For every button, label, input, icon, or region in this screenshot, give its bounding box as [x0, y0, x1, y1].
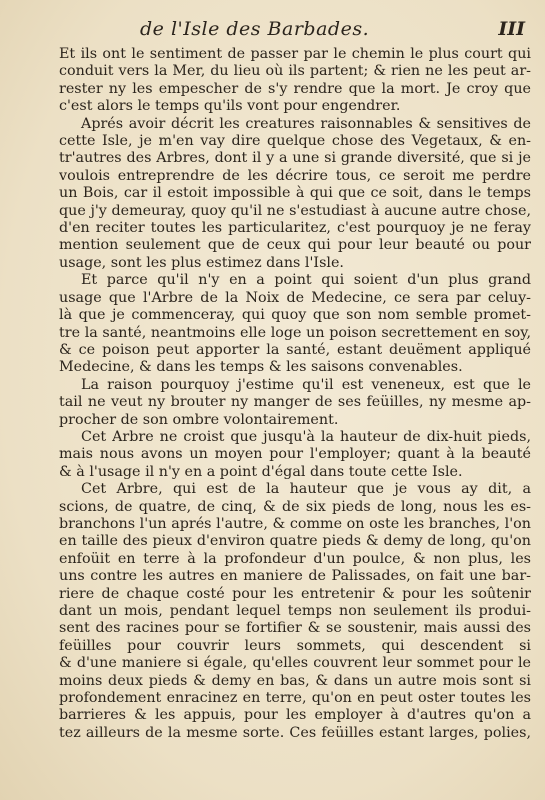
text-line: enfoüit en terre à la profondeur d'un poulce, & non plus, les [59, 550, 531, 567]
text-line: d'en reciter toutes les particularitez, c'est pourquoy je ne feray [59, 220, 531, 237]
text-line: Cet Arbre ne croist que jusqu'à la hauteur de dix-huit pieds, [81, 428, 531, 445]
text-line: moins deux pieds & demy en bas, & dans un autre mois sont si [59, 672, 531, 689]
text-line: dant un mois, pendant lequel temps non seulement ils produi- [59, 603, 531, 619]
text-line: Et parce qu'il n'y en a point qui soient d'un plus grand [81, 272, 531, 289]
text-line: procher de son ombre volontairement. [59, 411, 339, 428]
text-line: feüilles pour couvrir leurs sommets, qui descendent si [59, 637, 531, 654]
text-line: Medecine, & dans les temps & les saisons convenables. [59, 359, 463, 376]
text-line: & d'une maniere si égale, qu'elles couvrent leur sommet pour le [59, 655, 531, 672]
text-line: Cet Arbre, qui est de la hauteur que je vous ay dit, a [81, 481, 531, 498]
text-line: en taille des pieux d'environ quatre pieds & demy de long, qu'on [59, 533, 531, 550]
text-line: usage, sont les plus estimez dans l'Isle. [59, 254, 344, 271]
text-line: Aprés avoir décrit les creatures raisonnables & sensitives de [81, 115, 531, 132]
text-line: sent des racines pour se fortifier & se soustenir, mais aussi des [59, 620, 531, 637]
text-line: rester ny les empescher de s'y rendre que la mort. Je croy que [59, 80, 531, 97]
page-header [60, 18, 525, 44]
text-line: scions, de quatre, de cinq, & de six pieds de long, nous les es- [59, 498, 531, 515]
text-line: mais nous avons un moyen pour l'employer; quant à la beauté [59, 446, 531, 463]
text-line: cette Isle, je m'en vay dire quelque chose des Vegetaux, & en- [59, 133, 531, 150]
text-line: tez ailleurs de la mesme sorte. Ces feüilles estant larges, polies, [59, 724, 531, 741]
page-number: III [498, 18, 525, 40]
text-line: là que je commenceray, qui quoy que son nom semble promet- [59, 307, 531, 324]
text-line: & à l'usage il n'y en a point d'égal dans toute cette Isle. [59, 463, 463, 480]
text-line: barrieres & les appuis, pour les employer à d'autres qu'on a [59, 707, 531, 724]
text-line: tre la santé, neantmoins elle loge un poison secrettement en soy, [59, 324, 531, 341]
text-line: conduit vers la Mer, du lieu où ils partent; & rien ne les peut ar- [59, 63, 531, 80]
text-line: tail ne veut ny brouter ny manger de ses feüilles, ny mesme ap- [59, 394, 531, 411]
text-line: riere de chaque costé pour les entretenir & pour les soûtenir [59, 585, 531, 602]
text-line: voulois entreprendre de les décrire tous, ce seroit me perdre [59, 167, 531, 184]
text-line: c'est alors le temps qu'ils vont pour engendrer. [59, 98, 401, 115]
text-line: que j'y demeuray, quoy qu'il ne s'estudiast à aucune autre chose, [59, 202, 531, 219]
running-title: de l'Isle des Barbades. [140, 18, 370, 40]
text-line: mention seulement que de ceux qui pour leur beauté ou pour [59, 237, 531, 254]
text-line: un Bois, car il estoit impossible à qui que ce soit, dans le temps [59, 185, 531, 202]
body-text [59, 46, 531, 742]
text-line: tr'autres des Arbres, dont il y a une si grande diversité, que si je [59, 150, 531, 167]
text-line: branchons l'un aprés l'autre, & comme on oste les branches, l'on [59, 515, 531, 532]
text-line: uns contre les autres en maniere de Palissades, on fait une bar- [59, 568, 531, 585]
text-line: La raison pourquoy j'estime qu'il est veneneux, est que le [81, 376, 531, 393]
text-line: & ce poison peut apporter la santé, estant deuëment appliqué [59, 341, 531, 358]
text-line: profondement enracinez en terre, qu'on en peut oster toutes les [59, 690, 531, 707]
text-line: Et ils ont le sentiment de passer par le chemin le plus court qui [59, 46, 531, 62]
text-line: usage que l'Arbre de la Noix de Medecine, ce sera par celuy- [59, 289, 531, 306]
